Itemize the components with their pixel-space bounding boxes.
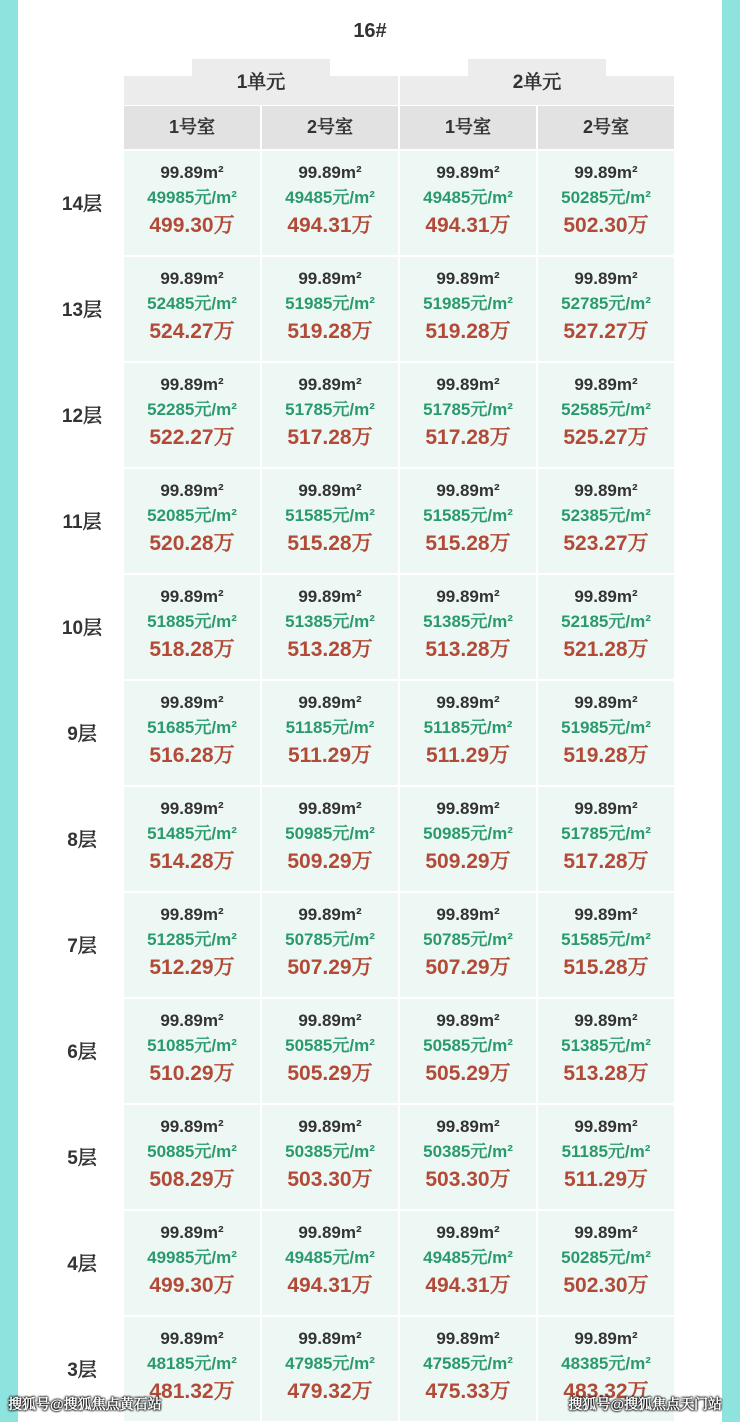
unit-cell	[400, 257, 536, 361]
unit-total-price: 513.28万	[425, 638, 511, 661]
unit-price-per-sqm: 50585元/m²	[285, 1036, 375, 1055]
unit-cell	[124, 257, 260, 361]
unit-area: 99.89m²	[436, 905, 500, 924]
floor-label: 10层	[61, 618, 103, 639]
unit-area: 99.89m²	[160, 269, 224, 288]
unit-total-price: 518.28万	[149, 638, 235, 661]
unit-cell	[400, 1211, 536, 1315]
unit-price-per-sqm: 49485元/m²	[285, 188, 375, 207]
unit-area: 99.89m²	[160, 375, 224, 394]
unit-total-price: 475.33万	[425, 1380, 511, 1403]
unit-area: 99.89m²	[298, 693, 362, 712]
unit-cell	[400, 1317, 536, 1421]
floor-label: 8层	[67, 830, 97, 851]
unit-total-price: 519.28万	[563, 744, 649, 767]
unit-area: 99.89m²	[298, 587, 362, 606]
unit-area: 99.89m²	[160, 1011, 224, 1030]
unit-cell	[538, 151, 674, 255]
unit-cell	[124, 681, 260, 785]
unit-area: 99.89m²	[160, 799, 224, 818]
watermark-right: 搜狐号@搜狐焦点天门站	[568, 1396, 722, 1412]
unit-cell	[400, 681, 536, 785]
unit-price-per-sqm: 49485元/m²	[423, 1248, 513, 1267]
unit-area: 99.89m²	[160, 481, 224, 500]
watermark-left: 搜狐号@搜狐焦点黄石站	[8, 1396, 162, 1412]
unit-total-price: 494.31万	[425, 1274, 511, 1297]
unit-cell	[262, 363, 398, 467]
unit-area: 99.89m²	[436, 1011, 500, 1030]
unit-price-per-sqm: 52485元/m²	[147, 294, 237, 313]
unit-area: 99.89m²	[574, 375, 638, 394]
unit-cell	[262, 151, 398, 255]
unit-total-price: 513.28万	[287, 638, 373, 661]
unit-total-price: 517.28万	[287, 426, 373, 449]
unit-cell	[262, 1211, 398, 1315]
unit-area: 99.89m²	[160, 1329, 224, 1348]
left-border	[0, 0, 18, 1422]
unit-area: 99.89m²	[298, 375, 362, 394]
unit-price-per-sqm: 47585元/m²	[423, 1354, 513, 1373]
unit-total-price: 520.28万	[149, 532, 235, 555]
unit-cell	[538, 1105, 674, 1209]
unit-area: 99.89m²	[160, 1117, 224, 1136]
unit-total-price: 494.31万	[287, 1274, 373, 1297]
unit-area: 99.89m²	[436, 1329, 500, 1348]
unit-cell	[124, 1211, 260, 1315]
unit-price-per-sqm: 51385元/m²	[423, 612, 513, 631]
unit-price-per-sqm: 52585元/m²	[561, 400, 651, 419]
unit-price-per-sqm: 51785元/m²	[423, 400, 513, 419]
unit-area: 99.89m²	[436, 799, 500, 818]
unit-price-per-sqm: 51685元/m²	[147, 718, 237, 737]
unit-total-price: 525.27万	[563, 426, 649, 449]
unit-price-per-sqm: 51185元/m²	[423, 718, 513, 737]
unit-total-price: 502.30万	[563, 1274, 649, 1297]
unit-total-price: 515.28万	[563, 956, 649, 979]
unit-price-per-sqm: 50285元/m²	[561, 1248, 651, 1267]
unit-area: 99.89m²	[436, 481, 500, 500]
unit-price-per-sqm: 50585元/m²	[423, 1036, 513, 1055]
unit-total-price: 494.31万	[287, 214, 373, 237]
unit-total-price: 523.27万	[563, 532, 649, 555]
unit-cell	[262, 999, 398, 1103]
unit-total-price: 519.28万	[425, 320, 511, 343]
unit-cell	[124, 575, 260, 679]
unit-total-price: 509.29万	[287, 850, 373, 873]
unit-cell	[262, 469, 398, 573]
unit-cell	[262, 681, 398, 785]
unit-total-price: 511.29万	[563, 1168, 649, 1191]
unit-price-per-sqm: 52385元/m²	[561, 506, 651, 525]
unit-cell	[400, 363, 536, 467]
unit-area: 99.89m²	[298, 1329, 362, 1348]
unit-price-per-sqm: 51285元/m²	[147, 930, 237, 949]
unit-price-per-sqm: 49985元/m²	[147, 188, 237, 207]
unit-area: 99.89m²	[574, 693, 638, 712]
unit-cell	[400, 151, 536, 255]
unit-cell	[262, 575, 398, 679]
unit-area: 99.89m²	[436, 1117, 500, 1136]
unit-total-price: 511.29万	[287, 744, 373, 767]
unit-total-price: 481.32万	[149, 1380, 235, 1403]
unit-area: 99.89m²	[574, 905, 638, 924]
unit-price-per-sqm: 51385元/m²	[285, 612, 375, 631]
unit-total-price: 512.29万	[149, 956, 235, 979]
unit-price-per-sqm: 51585元/m²	[561, 930, 651, 949]
unit-price-per-sqm: 51085元/m²	[147, 1036, 237, 1055]
unit-price-per-sqm: 50385元/m²	[423, 1142, 513, 1161]
unit-cell	[262, 1105, 398, 1209]
unit-total-price: 519.28万	[287, 320, 373, 343]
unit-total-price: 505.29万	[425, 1062, 511, 1085]
unit-total-price: 524.27万	[149, 320, 235, 343]
unit-price-per-sqm: 51185元/m²	[285, 718, 375, 737]
unit-price-per-sqm: 49485元/m²	[423, 188, 513, 207]
unit-cell	[538, 999, 674, 1103]
unit-price-per-sqm: 47985元/m²	[285, 1354, 375, 1373]
unit-total-price: 521.28万	[563, 638, 649, 661]
unit-cell	[400, 469, 536, 573]
unit-area: 99.89m²	[298, 269, 362, 288]
unit-area: 99.89m²	[436, 375, 500, 394]
unit-cell	[538, 787, 674, 891]
unit-total-price: 483.32万	[563, 1380, 649, 1403]
unit-1-header: 1单元	[192, 59, 330, 105]
unit-area: 99.89m²	[160, 905, 224, 924]
unit-total-price: 514.28万	[149, 850, 235, 873]
unit-cell	[124, 151, 260, 255]
unit-total-price: 508.29万	[149, 1168, 235, 1191]
unit-total-price: 503.30万	[287, 1168, 373, 1191]
unit-area: 99.89m²	[298, 905, 362, 924]
unit-total-price: 511.29万	[425, 744, 511, 767]
unit-price-per-sqm: 51985元/m²	[285, 294, 375, 313]
unit-cell	[538, 681, 674, 785]
unit-total-price: 494.31万	[425, 214, 511, 237]
unit-area: 99.89m²	[436, 587, 500, 606]
building-title: 16#	[353, 20, 387, 42]
floor-label: 13层	[61, 300, 103, 321]
unit-area: 99.89m²	[160, 1223, 224, 1242]
unit-area: 99.89m²	[574, 1011, 638, 1030]
unit-price-per-sqm: 51985元/m²	[561, 718, 651, 737]
unit-area: 99.89m²	[574, 587, 638, 606]
unit-price-per-sqm: 50885元/m²	[147, 1142, 237, 1161]
unit-price-per-sqm: 52085元/m²	[147, 506, 237, 525]
room-header-u2-r2: 2号室	[538, 106, 674, 149]
unit-price-per-sqm: 50785元/m²	[423, 930, 513, 949]
unit-cell	[400, 1105, 536, 1209]
unit-area: 99.89m²	[160, 693, 224, 712]
unit-area: 99.89m²	[436, 269, 500, 288]
unit-2-header: 2单元	[468, 59, 606, 105]
unit-area: 99.89m²	[574, 1223, 638, 1242]
unit-area: 99.89m²	[298, 1223, 362, 1242]
unit-total-price: 505.29万	[287, 1062, 373, 1085]
unit-price-per-sqm: 51185元/m²	[561, 1142, 651, 1161]
unit-cell	[538, 257, 674, 361]
unit-total-price: 527.27万	[563, 320, 649, 343]
unit-cell	[262, 1317, 398, 1421]
unit-area: 99.89m²	[160, 587, 224, 606]
unit-total-price: 515.28万	[287, 532, 373, 555]
unit-total-price: 515.28万	[425, 532, 511, 555]
unit-area: 99.89m²	[160, 163, 224, 182]
unit-price-per-sqm: 50985元/m²	[423, 824, 513, 843]
unit-total-price: 507.29万	[287, 956, 373, 979]
unit-cell	[538, 893, 674, 997]
unit-price-per-sqm: 51385元/m²	[561, 1036, 651, 1055]
unit-price-per-sqm: 50785元/m²	[285, 930, 375, 949]
unit-cell	[124, 893, 260, 997]
floor-label: 6层	[67, 1042, 97, 1063]
unit-total-price: 499.30万	[149, 1274, 235, 1297]
unit-area: 99.89m²	[298, 481, 362, 500]
room-header-u1-r1: 1号室	[124, 106, 260, 149]
unit-price-per-sqm: 51885元/m²	[147, 612, 237, 631]
unit-area: 99.89m²	[574, 1117, 638, 1136]
unit-cell	[124, 469, 260, 573]
unit-price-per-sqm: 51785元/m²	[561, 824, 651, 843]
unit-total-price: 517.28万	[425, 426, 511, 449]
unit-price-per-sqm: 51785元/m²	[285, 400, 375, 419]
unit-total-price: 522.27万	[149, 426, 235, 449]
floor-label: 9层	[67, 724, 97, 745]
unit-price-per-sqm: 48185元/m²	[147, 1354, 237, 1373]
unit-area: 99.89m²	[298, 163, 362, 182]
unit-cell	[400, 999, 536, 1103]
unit-cell	[124, 1105, 260, 1209]
room-header-u1-r2: 2号室	[262, 106, 398, 149]
floor-label: 11层	[62, 512, 102, 533]
unit-area: 99.89m²	[574, 799, 638, 818]
unit-price-per-sqm: 51585元/m²	[423, 506, 513, 525]
floor-label: 3层	[67, 1360, 97, 1381]
unit-cell	[262, 893, 398, 997]
unit-area: 99.89m²	[574, 269, 638, 288]
floor-label: 4层	[67, 1254, 97, 1275]
unit-total-price: 513.28万	[563, 1062, 649, 1085]
unit-total-price: 516.28万	[149, 744, 235, 767]
unit-area: 99.89m²	[298, 799, 362, 818]
unit-price-per-sqm: 49985元/m²	[147, 1248, 237, 1267]
unit-area: 99.89m²	[298, 1011, 362, 1030]
floor-label: 7层	[67, 936, 97, 957]
unit-cell	[538, 363, 674, 467]
unit-area: 99.89m²	[436, 693, 500, 712]
unit-cell	[124, 363, 260, 467]
unit-price-per-sqm: 49485元/m²	[285, 1248, 375, 1267]
unit-area: 99.89m²	[298, 1117, 362, 1136]
unit-cell	[124, 787, 260, 891]
unit-total-price: 510.29万	[149, 1062, 235, 1085]
unit-cell	[538, 575, 674, 679]
unit-price-per-sqm: 52285元/m²	[147, 400, 237, 419]
unit-total-price: 503.30万	[425, 1168, 511, 1191]
unit-cell	[538, 1211, 674, 1315]
unit-total-price: 507.29万	[425, 956, 511, 979]
unit-total-price: 502.30万	[563, 214, 649, 237]
unit-price-per-sqm: 50385元/m²	[285, 1142, 375, 1161]
unit-price-per-sqm: 50285元/m²	[561, 188, 651, 207]
unit-area: 99.89m²	[574, 1329, 638, 1348]
unit-total-price: 479.32万	[287, 1380, 373, 1403]
unit-cell	[400, 575, 536, 679]
unit-price-per-sqm: 52785元/m²	[561, 294, 651, 313]
unit-cell	[538, 469, 674, 573]
unit-price-per-sqm: 52185元/m²	[561, 612, 651, 631]
unit-price-per-sqm: 51985元/m²	[423, 294, 513, 313]
unit-cell	[400, 893, 536, 997]
room-header-u2-r1: 1号室	[400, 106, 536, 149]
unit-area: 99.89m²	[436, 1223, 500, 1242]
floor-label: 12层	[61, 406, 103, 427]
unit-cell	[124, 999, 260, 1103]
unit-area: 99.89m²	[574, 481, 638, 500]
unit-total-price: 499.30万	[149, 214, 235, 237]
unit-cell	[262, 787, 398, 891]
right-border	[722, 0, 740, 1422]
unit-total-price: 517.28万	[563, 850, 649, 873]
floor-label: 14层	[61, 194, 103, 215]
unit-price-per-sqm: 51485元/m²	[147, 824, 237, 843]
unit-price-per-sqm: 50985元/m²	[285, 824, 375, 843]
floor-label: 5层	[67, 1148, 97, 1169]
unit-cell	[400, 787, 536, 891]
unit-cell	[262, 257, 398, 361]
unit-total-price: 509.29万	[425, 850, 511, 873]
unit-price-per-sqm: 48385元/m²	[561, 1354, 651, 1373]
unit-area: 99.89m²	[436, 163, 500, 182]
unit-area: 99.89m²	[574, 163, 638, 182]
unit-price-per-sqm: 51585元/m²	[285, 506, 375, 525]
